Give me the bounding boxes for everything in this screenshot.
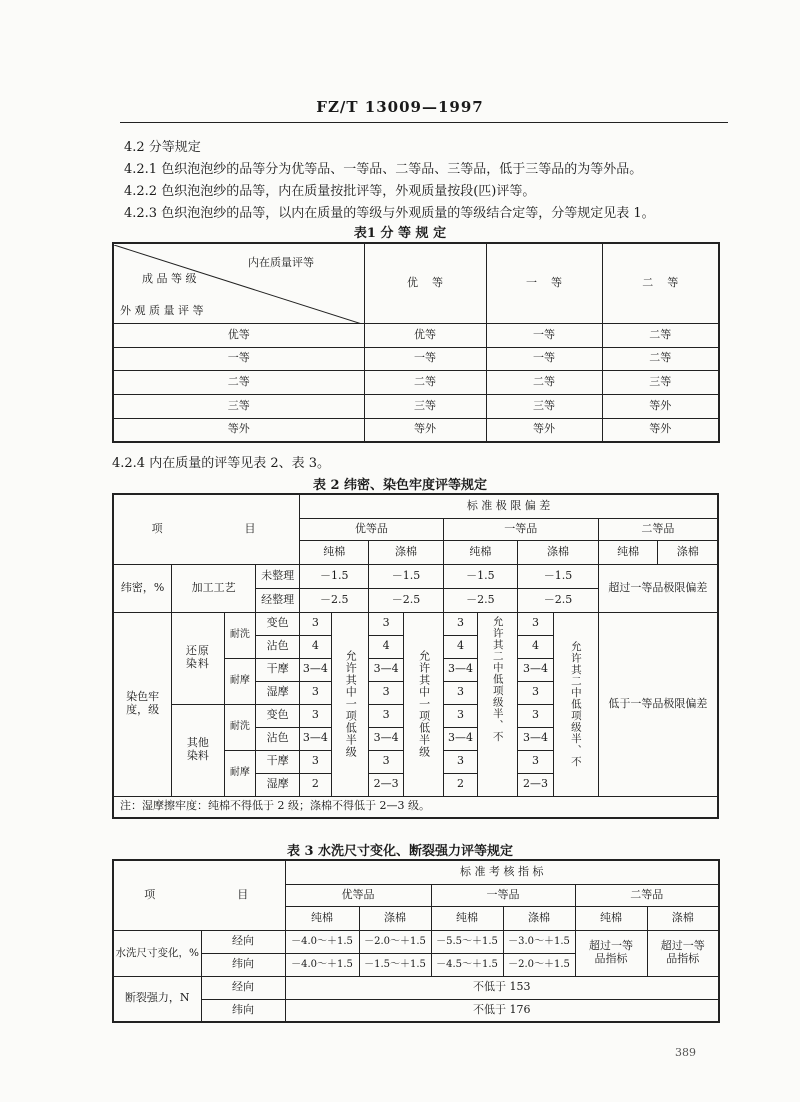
row-label: 经向 xyxy=(201,930,285,953)
row-label: 三等 xyxy=(113,394,364,418)
paragraph-422: 4.2.2 色织泡泡纱的品等，内在质量按批评等，外观质量按段(匹)评等。 xyxy=(124,184,536,199)
paragraph-423: 4.2.3 色织泡泡纱的品等，以内在质量的等级与外观质量的等级结合定等，分等规定见表 1。 xyxy=(124,206,655,221)
table-cell: 2—3 xyxy=(518,773,554,796)
table-cell: －2.5 xyxy=(369,588,443,612)
row-label: 湿摩 xyxy=(256,681,300,704)
fiber-header: 涤棉 xyxy=(359,906,431,930)
grade-header: 一等品 xyxy=(431,884,575,906)
table-cell: 等外 xyxy=(486,418,602,442)
fiber-header: 纯棉 xyxy=(285,906,359,930)
corner-label-internal: 内在质量评等 xyxy=(248,256,314,270)
grade-header: 一等品 xyxy=(443,518,598,540)
fiber-header: 纯棉 xyxy=(575,906,647,930)
row-label: 干摩 xyxy=(256,658,300,681)
fastness-label: 染色牢度，级 xyxy=(113,612,172,796)
table-cell: 3—4 xyxy=(443,658,478,681)
row-label: 二等 xyxy=(113,370,364,394)
fiber-header: 涤棉 xyxy=(647,906,719,930)
method-label: 耐洗 xyxy=(224,704,255,750)
fiber-header-grade2 xyxy=(598,540,718,564)
fiber-header: 涤棉 xyxy=(518,540,599,564)
table-cell: 二等 xyxy=(486,370,602,394)
table-cell: 4 xyxy=(443,635,478,658)
table-cell: －2.5 xyxy=(518,588,599,612)
table-cell: －4.0～＋1.5 xyxy=(285,930,359,953)
table-cell: －5.5～＋1.5 xyxy=(431,930,503,953)
table1-grading xyxy=(112,242,720,443)
table-cell: 一等 xyxy=(486,347,602,370)
table1-caption: 表1 分 等 规 定 xyxy=(353,226,447,241)
section-heading: 4.2 分等规定 xyxy=(124,140,201,155)
table-row xyxy=(113,370,719,394)
table2-caption: 表 2 纬密、染色牢度评等规定 xyxy=(312,478,488,493)
shrink-grade2-poly: 超过一等品指标 xyxy=(647,930,719,976)
dye-label: 还原染料 xyxy=(172,612,224,704)
table-cell: 三等 xyxy=(486,394,602,418)
method-label: 耐摩 xyxy=(224,658,255,704)
table-cell: －3.0～＋1.5 xyxy=(503,930,575,953)
table-cell: 不低于 176 xyxy=(285,999,719,1022)
table1-col-header: 优 等 xyxy=(364,243,486,323)
allow-note-poly-first: 允许其二中低项级半、不 xyxy=(553,612,598,796)
fiber-header: 涤棉 xyxy=(676,544,699,558)
row-label: 变色 xyxy=(256,612,300,635)
table-cell: 3 xyxy=(518,612,554,635)
table-cell: 三等 xyxy=(364,394,486,418)
fiber-header: 纯棉 xyxy=(599,541,659,564)
corner-label-appearance: 外 观 质 量 评 等 xyxy=(120,304,204,318)
header-rule xyxy=(120,122,728,123)
table-cell: 3 xyxy=(300,681,331,704)
row-label: 沾色 xyxy=(256,635,300,658)
table-cell: 3 xyxy=(518,750,554,773)
table-cell: 3—4 xyxy=(518,727,554,750)
table-cell: 一等 xyxy=(364,347,486,370)
table-cell: 3—4 xyxy=(369,658,404,681)
fastness-grade2: 低于一等品极限偏差 xyxy=(598,612,718,796)
row-label: 沾色 xyxy=(256,727,300,750)
table-cell: －2.0～＋1.5 xyxy=(503,953,575,976)
table1-col-header: 二 等 xyxy=(602,243,719,323)
table-cell: 3 xyxy=(369,681,404,704)
table-cell: 优等 xyxy=(364,323,486,347)
table-cell: 二等 xyxy=(364,370,486,394)
table-cell: 2 xyxy=(443,773,478,796)
table3-caption: 表 3 水洗尺寸变化、断裂强力评等规定 xyxy=(286,844,514,859)
weft-grade2: 超过一等品极限偏差 xyxy=(598,564,718,612)
table-cell: 3 xyxy=(518,681,554,704)
row-label: 干摩 xyxy=(256,750,300,773)
shrink-label: 水洗尺寸变化，% xyxy=(113,930,201,976)
table-cell: 3 xyxy=(443,612,478,635)
row-label: 纬向 xyxy=(201,953,285,976)
table-cell: 3 xyxy=(300,704,331,727)
row-label: 优等 xyxy=(113,323,364,347)
table-cell: －4.5～＋1.5 xyxy=(431,953,503,976)
table-cell: 二等 xyxy=(602,323,719,347)
grade-header: 优等品 xyxy=(300,518,444,540)
dye-label: 其他染料 xyxy=(172,704,224,796)
table-row xyxy=(113,347,719,370)
method-label: 耐洗 xyxy=(224,612,255,658)
table-cell: 三等 xyxy=(602,370,719,394)
std-header: 标 准 极 限 偏 差 xyxy=(300,494,718,518)
grade-header: 二等品 xyxy=(575,884,719,906)
table-cell: 二等 xyxy=(602,347,719,370)
method-label: 耐摩 xyxy=(224,750,255,796)
table-cell: 3 xyxy=(518,704,554,727)
table-cell: 3—4 xyxy=(300,658,331,681)
row-label: 湿摩 xyxy=(256,773,300,796)
table-cell: 3 xyxy=(443,681,478,704)
grade-header: 优等品 xyxy=(285,884,431,906)
table-cell: －1.5～＋1.5 xyxy=(359,953,431,976)
grade-header: 二等品 xyxy=(598,518,718,540)
fiber-header: 涤棉 xyxy=(503,906,575,930)
fiber-header: 涤棉 xyxy=(369,540,443,564)
table1-corner-cell xyxy=(113,243,364,323)
table-cell: 3—4 xyxy=(300,727,331,750)
table-cell: 3 xyxy=(369,750,404,773)
table3-shrinkage-strength xyxy=(112,859,720,1023)
table-cell: －4.0～＋1.5 xyxy=(285,953,359,976)
table-cell: 等外 xyxy=(364,418,486,442)
row-label: 变色 xyxy=(256,704,300,727)
corner-label-product: 成 品 等 级 xyxy=(142,272,197,286)
page-number: 389 xyxy=(675,1046,696,1059)
table-cell: 2—3 xyxy=(369,773,404,796)
table-cell: 4 xyxy=(518,635,554,658)
table-cell: －2.0～＋1.5 xyxy=(359,930,431,953)
table-cell: －1.5 xyxy=(369,564,443,588)
table-cell: 4 xyxy=(300,635,331,658)
table-cell: －1.5 xyxy=(443,564,517,588)
table-row xyxy=(113,418,719,442)
table-cell: 3 xyxy=(443,750,478,773)
table-cell: 3 xyxy=(300,612,331,635)
table-cell: 3 xyxy=(369,704,404,727)
row-label: 纬向 xyxy=(201,999,285,1022)
table-cell: 2 xyxy=(300,773,331,796)
table-cell: －2.5 xyxy=(443,588,517,612)
row-label: 经向 xyxy=(201,976,285,999)
row-label: 经整理 xyxy=(256,588,300,612)
fiber-header: 纯棉 xyxy=(300,540,369,564)
paragraph-424: 4.2.4 内在质量的评等见表 2、表 3。 xyxy=(112,456,331,471)
allow-note-cotton-first: 允许其二中低项级半、不 xyxy=(478,612,518,796)
table-cell: 3—4 xyxy=(443,727,478,750)
table-row xyxy=(113,394,719,418)
table-cell: －2.5 xyxy=(300,588,369,612)
table-cell: 不低于 153 xyxy=(285,976,719,999)
item-header: 项 目 xyxy=(113,860,285,930)
table-cell: 3 xyxy=(369,612,404,635)
paragraph-421: 4.2.1 色织泡泡纱的品等分为优等品、一等品、二等品、三等品，低于三等品的为等外品。 xyxy=(124,162,643,177)
table-cell: 3 xyxy=(300,750,331,773)
table-cell: －1.5 xyxy=(518,564,599,588)
allow-note-cotton-top: 允许其中一项低半级 xyxy=(331,612,369,796)
table2-weft-fastness xyxy=(112,493,719,819)
shrink-grade2-cotton: 超过一等品指标 xyxy=(575,930,647,976)
row-label: 未整理 xyxy=(256,564,300,588)
weft-label: 纬密，% xyxy=(113,564,172,612)
table-cell: 等外 xyxy=(602,394,719,418)
table-cell: 一等 xyxy=(486,323,602,347)
row-label: 等外 xyxy=(113,418,364,442)
table-cell: 等外 xyxy=(602,418,719,442)
table1-col-header: 一 等 xyxy=(486,243,602,323)
table-cell: 3—4 xyxy=(518,658,554,681)
fiber-header: 纯棉 xyxy=(431,906,503,930)
row-label: 一等 xyxy=(113,347,364,370)
strength-label: 断裂强力，N xyxy=(113,976,201,1022)
table2-note: 注：湿摩擦牢度：纯棉不得低于 2 级；涤棉不得低于 2—3 级。 xyxy=(113,796,718,818)
table-row xyxy=(113,323,719,347)
process-label: 加工工艺 xyxy=(172,564,256,612)
fiber-header: 纯棉 xyxy=(443,540,517,564)
table-cell: 3—4 xyxy=(369,727,404,750)
table-cell: －1.5 xyxy=(300,564,369,588)
table-cell: 4 xyxy=(369,635,404,658)
document-header: FZ/T 13009—1997 xyxy=(316,98,484,116)
item-header: 项 目 xyxy=(113,494,300,564)
allow-note-poly-top: 允许其中一项低半级 xyxy=(403,612,443,796)
std-header: 标 准 考 核 指 标 xyxy=(285,860,719,884)
table-cell: 3 xyxy=(443,704,478,727)
